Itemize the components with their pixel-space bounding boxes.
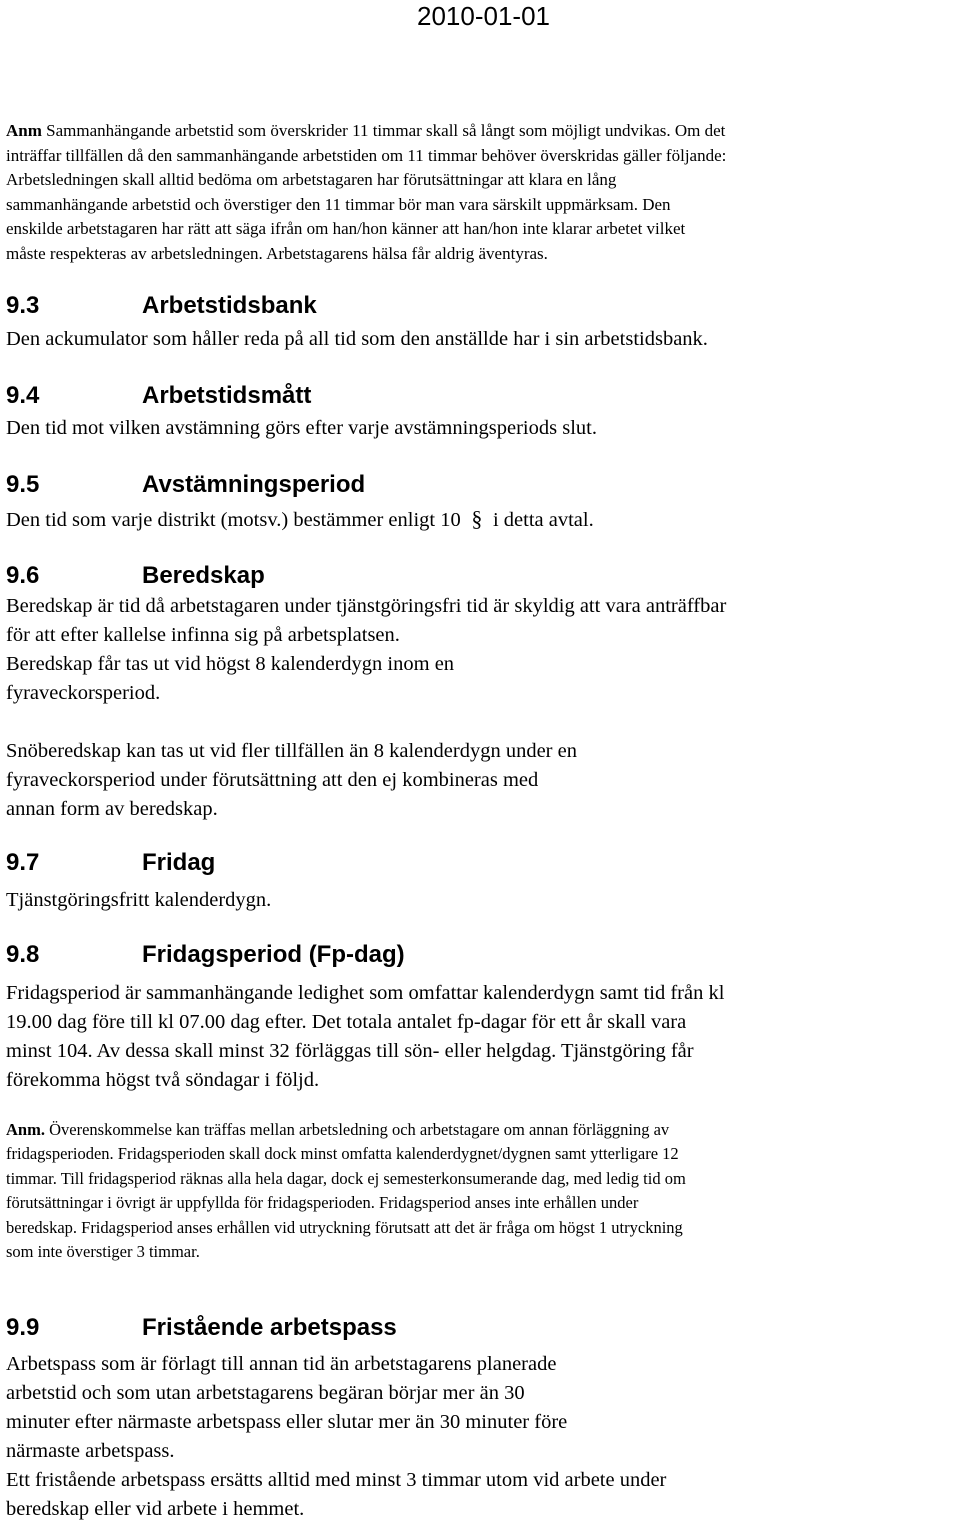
section-text-9-5 (6, 504, 594, 535)
paragraph-line: Tjänstgöringsfritt kalenderdygn. (6, 889, 272, 911)
anm-line: måste respekteras av arbetsledningen. Arbetstagarens hälsa får aldrig äventyras. (6, 243, 548, 263)
anm-line: förutsättningar i övrigt är uppfyllda för fridagsperioden. Fridagsperiod anses inte erhållen under (6, 1193, 639, 1213)
section-title: Avstämningsperiod (142, 471, 366, 498)
paragraph-line: närmaste arbetspass. (6, 1440, 175, 1462)
paragraph-line: 19.00 dag före till kl 07.00 dag efter. Det totala antalet fp-dagar för ett år skall vara (6, 1011, 687, 1033)
section-text-9-8 (6, 979, 724, 1095)
section-title: Arbetstidsmått (142, 382, 312, 409)
anm-line: inträffar tillfällen då den sammanhängande arbetstiden om 11 timmar behöver överskridas gäller följande: (6, 145, 727, 165)
section-heading-9-7 (6, 848, 215, 878)
section-title: Fridag (142, 849, 216, 876)
paragraph-line: Den tid mot vilken avstämning görs efter varje avstämningsperiods slut. (6, 417, 597, 439)
section-text-9-7 (6, 886, 271, 915)
paragraph-line: beredskap eller vid arbete i hemmet. (6, 1498, 305, 1520)
section-number: 9.8 (6, 941, 40, 968)
section-number: 9.7 (6, 849, 40, 876)
section-text-9-4 (6, 414, 597, 443)
section-heading-9-8 (6, 940, 405, 970)
section-number: 9.5 (6, 471, 40, 498)
section-heading-9-3 (6, 291, 317, 321)
anm-line: som inte överstiger 3 timmar. (6, 1242, 200, 1262)
section-number: 9.4 (6, 382, 40, 409)
section-text-9-3 (6, 325, 708, 354)
anm-line: Överenskommelse kan träffas mellan arbetsledning och arbetstagare om annan förläggning av (44, 1120, 670, 1139)
anm-line: enskilde arbetstagaren har rätt att säga ifrån om han/hon känner att han/hon inte klarar arbetet vilket (6, 219, 686, 238)
anm-label: Anm (6, 121, 42, 140)
paragraph-text: Den tid som varje distrikt (motsv.) bestämmer enligt 10 (6, 509, 466, 531)
section-number: 9.6 (6, 562, 40, 589)
section-number: 9.3 (6, 292, 40, 319)
anm-note (6, 119, 954, 266)
anm-line: beredskap. Fridagsperiod anses erhållen vid utryckning förutsatt att det är fråga om högst 1 utryckning (6, 1217, 683, 1237)
paragraph-text: i detta avtal. (487, 509, 594, 531)
paragraph-line: fyraveckorsperiod under förutsättning att den ej kombineras med (6, 769, 539, 791)
paragraph-line: annan form av beredskap. (6, 798, 218, 820)
paragraph-line: minst 104. Av dessa skall minst 32 förläggas till sön- eller helgdag. Tjänstgöring får (6, 1040, 694, 1062)
anm-note-9-8 (6, 1118, 686, 1264)
paragraph-line: Snöberedskap kan tas ut vid fler tillfällen än 8 kalenderdygn under en (6, 740, 577, 762)
paragraph-line: Den ackumulator som håller reda på all tid som den anställde har i sin arbetstidsbank. (6, 328, 708, 350)
section-sign: § (471, 506, 483, 531)
section-heading-9-9 (6, 1313, 397, 1343)
anm-label: Anm. (6, 1120, 45, 1139)
paragraph-line: Ett fristående arbetspass ersätts alltid med minst 3 timmar utom vid arbete under (6, 1469, 667, 1491)
section-text-9-6-snow (6, 737, 577, 824)
paragraph-line: fyraveckorsperiod. (6, 682, 161, 704)
anm-line: Arbetsledningen skall alltid bedöma om arbetstagaren har förutsättningar att klara en lång (6, 170, 617, 189)
section-title: Fristående arbetspass (142, 1314, 397, 1341)
anm-line: fridagsperioden. Fridagsperioden skall dock minst omfatta kalenderdygnet/dygnen samt ytterligare 12 (6, 1144, 679, 1164)
section-title: Fridagsperiod (Fp-dag) (142, 941, 405, 968)
paragraph-line: Beredskap får tas ut vid högst 8 kalenderdygn inom en (6, 653, 455, 675)
paragraph-line: minuter efter närmaste arbetspass eller slutar mer än 30 minuter före (6, 1411, 568, 1433)
paragraph-line: arbetstid och som utan arbetstagarens begäran börjar mer än 30 (6, 1382, 525, 1404)
section-text-9-6 (6, 592, 726, 708)
paragraph-line: Arbetspass som är förlagt till annan tid än arbetstagarens planerade (6, 1353, 557, 1375)
section-heading-9-4 (6, 381, 311, 411)
anm-line: sammanhängande arbetstid och överstiger den 11 timmar bör man vara särskilt uppmärksam. Den (6, 194, 671, 214)
section-heading-9-5 (6, 470, 365, 500)
paragraph-line: för att efter kallelse infinna sig på arbetsplatsen. (6, 624, 400, 646)
page-date: 2010-01-01 (417, 1, 550, 31)
paragraph-line: Beredskap är tid då arbetstagaren under tjänstgöringsfri tid är skyldig att vara anträffbar (6, 595, 727, 617)
section-title: Arbetstidsbank (142, 292, 317, 319)
paragraph-line: förekomma högst två söndagar i följd. (6, 1069, 320, 1091)
section-number: 9.9 (6, 1314, 40, 1341)
section-heading-9-6 (6, 561, 265, 591)
paragraph-line: Fridagsperiod är sammanhängande ledighet som omfattar kalenderdygn samt tid från kl (6, 982, 725, 1004)
section-title: Beredskap (142, 562, 265, 589)
anm-line: Sammanhängande arbetstid som överskrider 11 timmar skall så långt som möjligt undvikas. Om det (41, 121, 726, 140)
anm-line: timmar. Till fridagsperiod räknas alla hela dagar, dock ej semesterkonsumerande dag, med ledig tid om (6, 1168, 686, 1188)
section-text-9-9 (6, 1350, 666, 1524)
